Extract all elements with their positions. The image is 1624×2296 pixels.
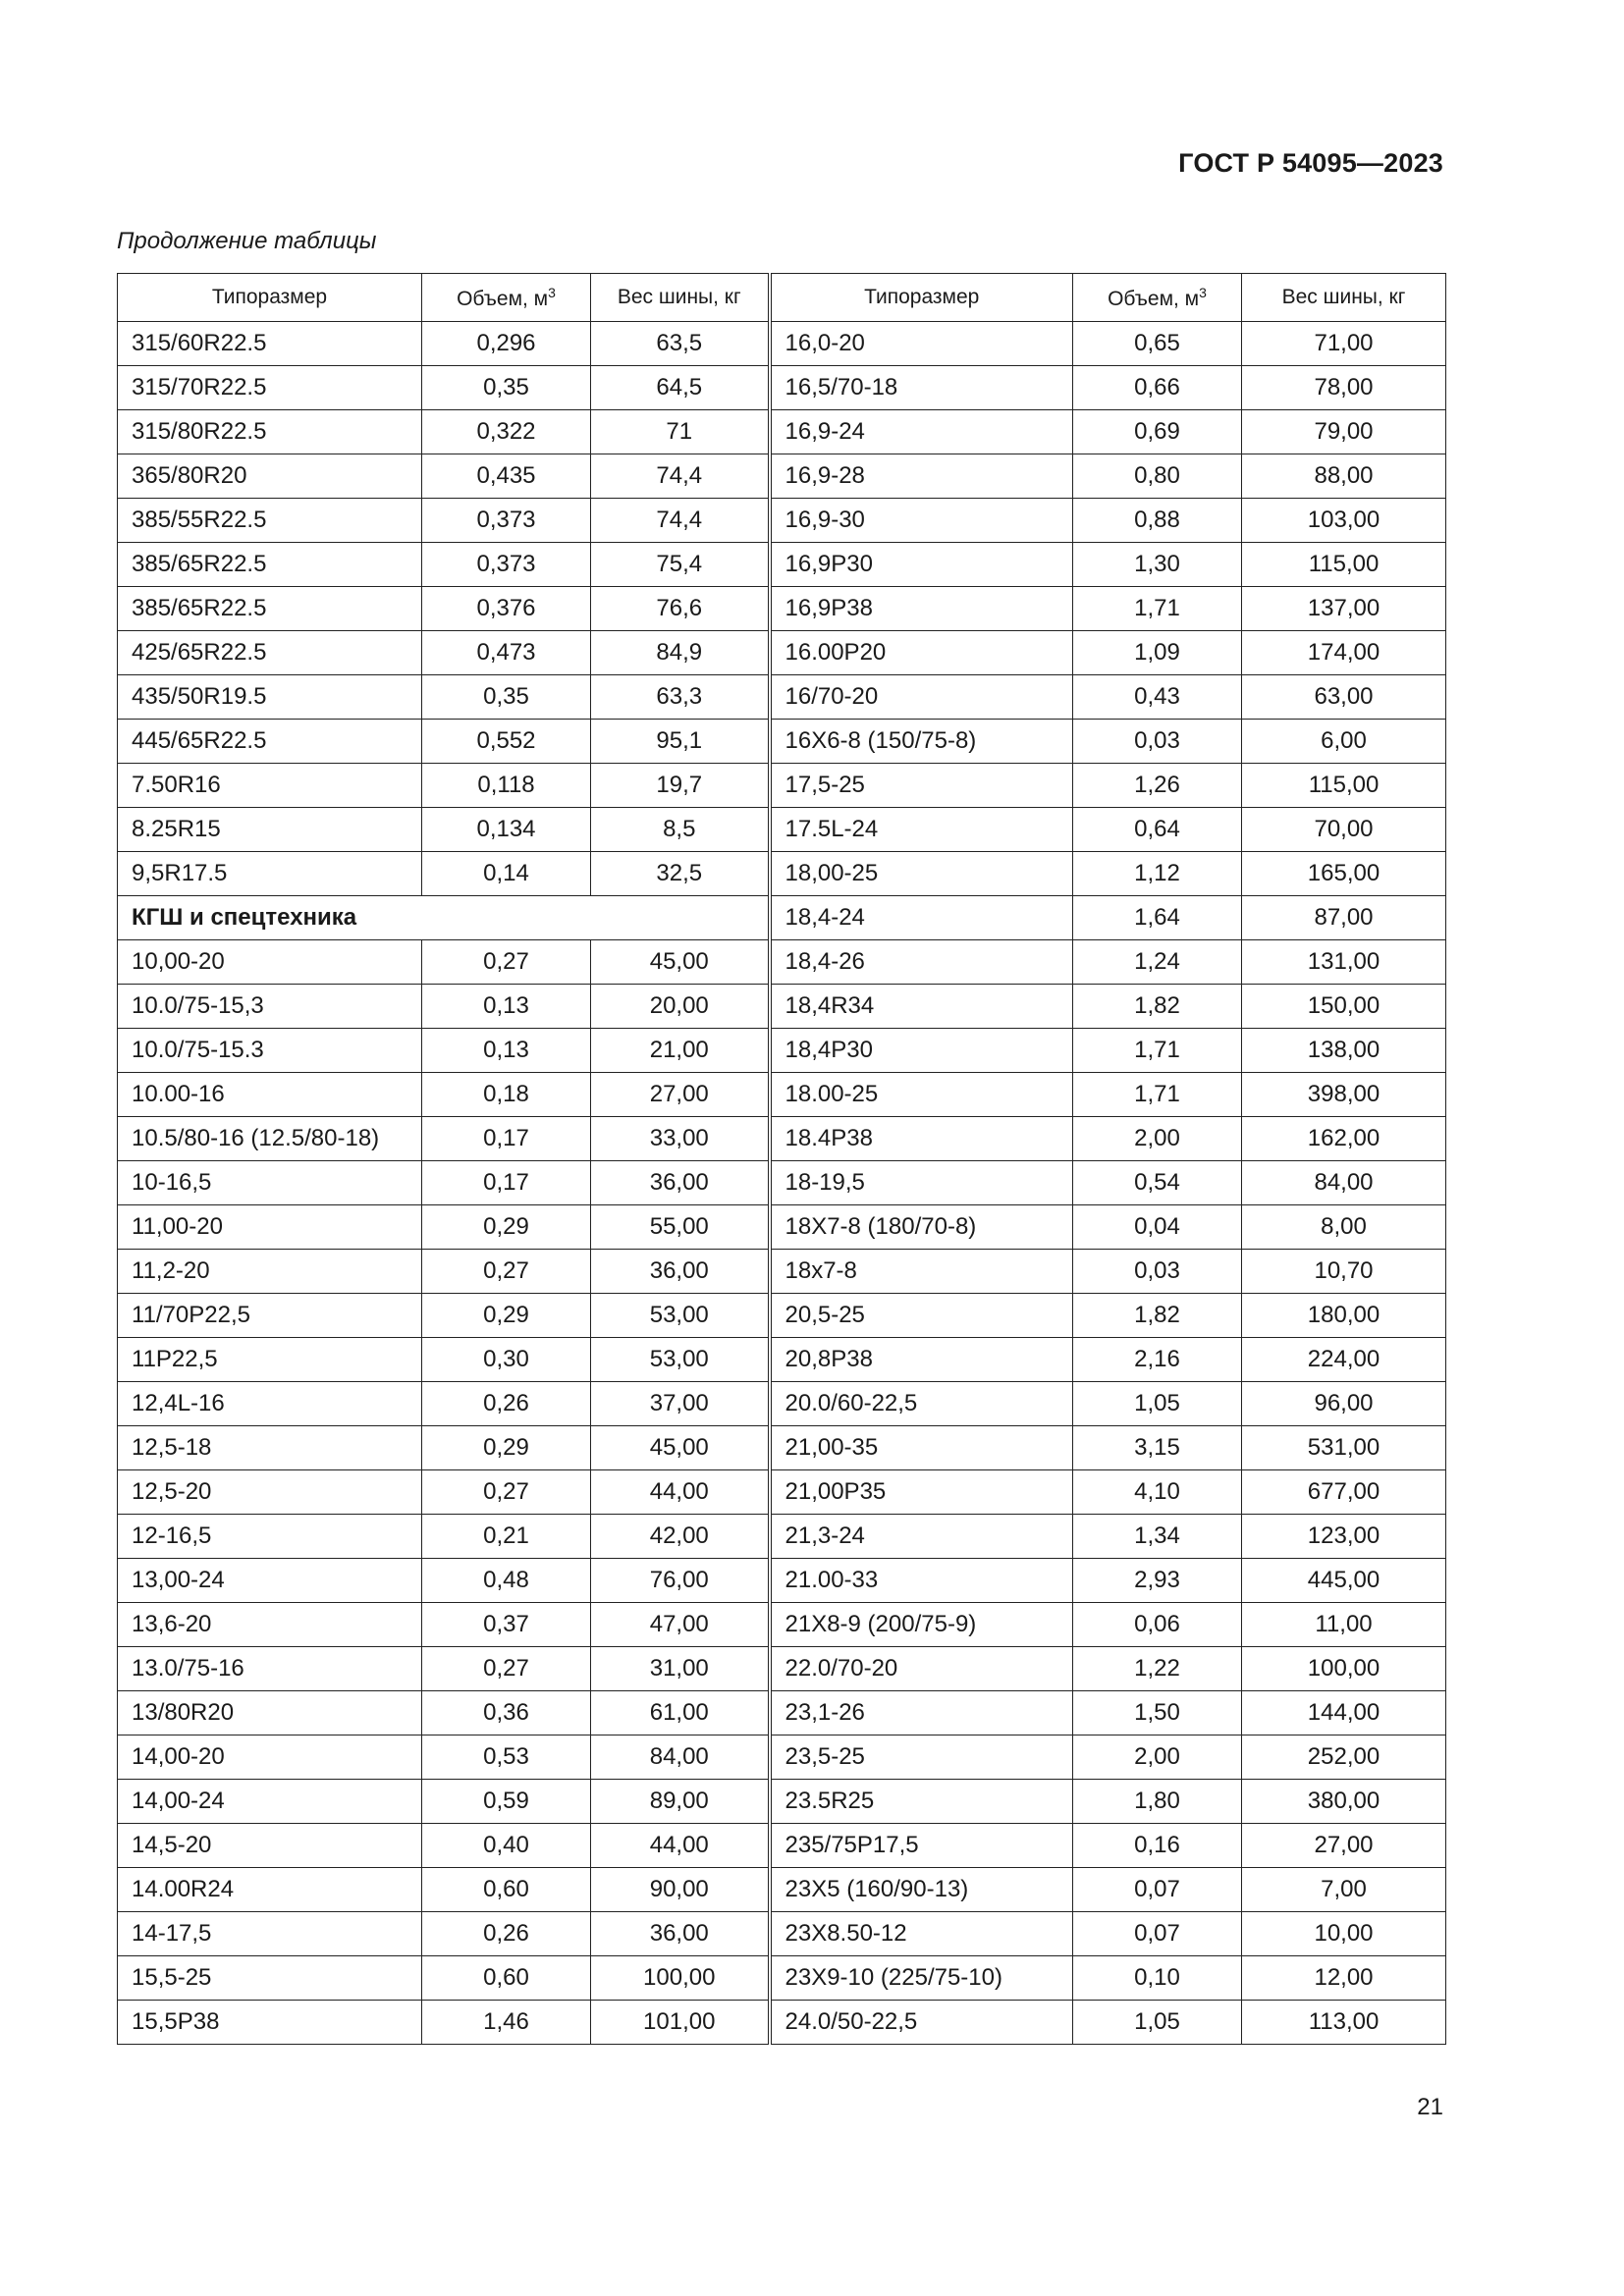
tire-volume: 0,60 bbox=[422, 1868, 591, 1912]
tire-weight: 42,00 bbox=[591, 1515, 770, 1559]
tire-size: 16,9Р38 bbox=[770, 587, 1073, 631]
tire-weight: 531,00 bbox=[1242, 1426, 1446, 1470]
tire-weight: 33,00 bbox=[591, 1117, 770, 1161]
tire-weight: 90,00 bbox=[591, 1868, 770, 1912]
tire-volume: 1,64 bbox=[1073, 896, 1242, 940]
tire-weight: 74,4 bbox=[591, 499, 770, 543]
tire-weight: 75,4 bbox=[591, 543, 770, 587]
tire-size: 18.4Р38 bbox=[770, 1117, 1073, 1161]
tire-volume: 0,60 bbox=[422, 1956, 591, 2001]
tire-volume: 0,18 bbox=[422, 1073, 591, 1117]
table-row bbox=[118, 1073, 1446, 1117]
tire-size: 16Х6-8 (150/75-8) bbox=[770, 720, 1073, 764]
tire-size: 15,5-25 bbox=[118, 1956, 422, 2001]
table-row bbox=[118, 896, 1446, 940]
tire-size: 445/65R22.5 bbox=[118, 720, 422, 764]
tire-weight: 101,00 bbox=[591, 2001, 770, 2045]
tire-weight: 115,00 bbox=[1242, 543, 1446, 587]
tire-size: 14,5-20 bbox=[118, 1824, 422, 1868]
tire-weight: 180,00 bbox=[1242, 1294, 1446, 1338]
tire-weight: 84,00 bbox=[591, 1735, 770, 1780]
table-row bbox=[118, 366, 1446, 410]
tire-volume: 0,296 bbox=[422, 322, 591, 366]
table-row bbox=[118, 1029, 1446, 1073]
tire-volume: 0,07 bbox=[1073, 1868, 1242, 1912]
tire-volume: 1,26 bbox=[1073, 764, 1242, 808]
table-row bbox=[118, 2001, 1446, 2045]
tire-size: 7.50R16 bbox=[118, 764, 422, 808]
tire-volume: 1,24 bbox=[1073, 940, 1242, 985]
tire-weight: 21,00 bbox=[591, 1029, 770, 1073]
tire-weight: 55,00 bbox=[591, 1205, 770, 1250]
tire-size: 9,5R17.5 bbox=[118, 852, 422, 896]
table-row bbox=[118, 1294, 1446, 1338]
tire-volume: 1,05 bbox=[1073, 2001, 1242, 2045]
tire-weight: 137,00 bbox=[1242, 587, 1446, 631]
tire-size: 16.00Р20 bbox=[770, 631, 1073, 675]
tire-size: 365/80R20 bbox=[118, 454, 422, 499]
tire-weight: 79,00 bbox=[1242, 410, 1446, 454]
tire-weight: 398,00 bbox=[1242, 1073, 1446, 1117]
tire-size: 16,9-24 bbox=[770, 410, 1073, 454]
tire-size: 425/65R22.5 bbox=[118, 631, 422, 675]
tire-volume: 1,50 bbox=[1073, 1691, 1242, 1735]
table-row bbox=[118, 1559, 1446, 1603]
tire-size: 23,5-25 bbox=[770, 1735, 1073, 1780]
table-row bbox=[118, 1426, 1446, 1470]
tire-size: 8.25R15 bbox=[118, 808, 422, 852]
tire-weight: 44,00 bbox=[591, 1824, 770, 1868]
tire-weight: 76,00 bbox=[591, 1559, 770, 1603]
tire-weight: 113,00 bbox=[1242, 2001, 1446, 2045]
tire-volume: 1,71 bbox=[1073, 1029, 1242, 1073]
tire-volume: 0,29 bbox=[422, 1294, 591, 1338]
tire-weight: 31,00 bbox=[591, 1647, 770, 1691]
tire-weight: 252,00 bbox=[1242, 1735, 1446, 1780]
table-row bbox=[118, 1956, 1446, 2001]
tire-weight: 7,00 bbox=[1242, 1868, 1446, 1912]
tire-table bbox=[117, 273, 1446, 2045]
tire-volume: 0,03 bbox=[1073, 720, 1242, 764]
table-row bbox=[118, 720, 1446, 764]
table-row bbox=[118, 322, 1446, 366]
tire-size: 18,4Р30 bbox=[770, 1029, 1073, 1073]
tire-volume: 3,15 bbox=[1073, 1426, 1242, 1470]
tire-volume: 0,473 bbox=[422, 631, 591, 675]
tire-size: 12,4L-16 bbox=[118, 1382, 422, 1426]
header-volume-left: Объем, $м^3$ bbox=[422, 274, 591, 322]
tire-size: 23.5R25 bbox=[770, 1780, 1073, 1824]
table-row bbox=[118, 1691, 1446, 1735]
tire-volume: 0,27 bbox=[422, 1470, 591, 1515]
tire-weight: 84,9 bbox=[591, 631, 770, 675]
header-size-left: Типоразмер bbox=[118, 274, 422, 322]
tire-volume: 0,80 bbox=[1073, 454, 1242, 499]
table-row bbox=[118, 852, 1446, 896]
table-row bbox=[118, 543, 1446, 587]
tire-size: 315/60R22.5 bbox=[118, 322, 422, 366]
tire-weight: 53,00 bbox=[591, 1338, 770, 1382]
table-row bbox=[118, 1515, 1446, 1559]
tire-volume: 0,40 bbox=[422, 1824, 591, 1868]
tire-size: 385/65R22.5 bbox=[118, 543, 422, 587]
tire-volume: 0,69 bbox=[1073, 410, 1242, 454]
table-row bbox=[118, 410, 1446, 454]
tire-volume: 1,46 bbox=[422, 2001, 591, 2045]
tire-size: 21,00Р35 bbox=[770, 1470, 1073, 1515]
tire-weight: 115,00 bbox=[1242, 764, 1446, 808]
tire-weight: 61,00 bbox=[591, 1691, 770, 1735]
tire-volume: 0,16 bbox=[1073, 1824, 1242, 1868]
tire-volume: 0,29 bbox=[422, 1205, 591, 1250]
table-row bbox=[118, 1647, 1446, 1691]
tire-volume: 0,29 bbox=[422, 1426, 591, 1470]
tire-volume: 0,13 bbox=[422, 1029, 591, 1073]
table-row bbox=[118, 985, 1446, 1029]
tire-volume: 0,36 bbox=[422, 1691, 591, 1735]
tire-weight: 53,00 bbox=[591, 1294, 770, 1338]
tire-weight: 27,00 bbox=[1242, 1824, 1446, 1868]
table-row bbox=[118, 1912, 1446, 1956]
tire-weight: 131,00 bbox=[1242, 940, 1446, 985]
tire-weight: 71 bbox=[591, 410, 770, 454]
tire-volume: 0,37 bbox=[422, 1603, 591, 1647]
table-row bbox=[118, 1824, 1446, 1868]
tire-volume: 1,22 bbox=[1073, 1647, 1242, 1691]
tire-size: 435/50R19.5 bbox=[118, 675, 422, 720]
tire-size: 18.00-25 bbox=[770, 1073, 1073, 1117]
tire-volume: 0,53 bbox=[422, 1735, 591, 1780]
standard-code: ГОСТ Р 54095—2023 bbox=[1178, 148, 1443, 178]
tire-size: 235/75Р17,5 bbox=[770, 1824, 1073, 1868]
tire-size: 18х7-8 bbox=[770, 1250, 1073, 1294]
tire-volume: 2,16 bbox=[1073, 1338, 1242, 1382]
table-row bbox=[118, 454, 1446, 499]
tire-weight: 100,00 bbox=[591, 1956, 770, 2001]
tire-size: 315/80R22.5 bbox=[118, 410, 422, 454]
tire-volume: 0,14 bbox=[422, 852, 591, 896]
tire-volume: 4,10 bbox=[1073, 1470, 1242, 1515]
tire-size: 11,2-20 bbox=[118, 1250, 422, 1294]
tire-volume: 0,64 bbox=[1073, 808, 1242, 852]
table-header-row bbox=[118, 274, 1446, 322]
tire-weight: 8,00 bbox=[1242, 1205, 1446, 1250]
tire-size: 16,9-28 bbox=[770, 454, 1073, 499]
tire-volume: 1,82 bbox=[1073, 985, 1242, 1029]
tire-size: 10.0/75-15,3 bbox=[118, 985, 422, 1029]
tire-size: 20,5-25 bbox=[770, 1294, 1073, 1338]
tire-size: 385/65R22.5 bbox=[118, 587, 422, 631]
tire-weight: 138,00 bbox=[1242, 1029, 1446, 1073]
tire-size: 23,1-26 bbox=[770, 1691, 1073, 1735]
tire-volume: 0,88 bbox=[1073, 499, 1242, 543]
tire-size: 22.0/70-20 bbox=[770, 1647, 1073, 1691]
tire-volume: 0,35 bbox=[422, 366, 591, 410]
tire-size: 20.0/60-22,5 bbox=[770, 1382, 1073, 1426]
tire-weight: 123,00 bbox=[1242, 1515, 1446, 1559]
tire-size: 16,9-30 bbox=[770, 499, 1073, 543]
tire-size: 16/70-20 bbox=[770, 675, 1073, 720]
table-row bbox=[118, 808, 1446, 852]
tire-size: 13,6-20 bbox=[118, 1603, 422, 1647]
tire-volume: 1,80 bbox=[1073, 1780, 1242, 1824]
table-row bbox=[118, 1250, 1446, 1294]
tire-weight: 70,00 bbox=[1242, 808, 1446, 852]
table-row bbox=[118, 1338, 1446, 1382]
tire-size: 21,3-24 bbox=[770, 1515, 1073, 1559]
tire-size: 18,4R34 bbox=[770, 985, 1073, 1029]
tire-size: 21,00-35 bbox=[770, 1426, 1073, 1470]
tire-size: 13/80R20 bbox=[118, 1691, 422, 1735]
tire-volume: 0,435 bbox=[422, 454, 591, 499]
table-row bbox=[118, 1868, 1446, 1912]
tire-volume: 2,00 bbox=[1073, 1117, 1242, 1161]
tire-weight: 27,00 bbox=[591, 1073, 770, 1117]
tire-weight: 63,5 bbox=[591, 322, 770, 366]
tire-size: 21Х8-9 (200/75-9) bbox=[770, 1603, 1073, 1647]
tire-size: 18-19,5 bbox=[770, 1161, 1073, 1205]
tire-weight: 10,70 bbox=[1242, 1250, 1446, 1294]
tire-volume: 0,27 bbox=[422, 940, 591, 985]
tire-volume: 0,59 bbox=[422, 1780, 591, 1824]
table-row bbox=[118, 1117, 1446, 1161]
tire-weight: 45,00 bbox=[591, 940, 770, 985]
tire-weight: 87,00 bbox=[1242, 896, 1446, 940]
tire-weight: 8,5 bbox=[591, 808, 770, 852]
tire-volume: 0,35 bbox=[422, 675, 591, 720]
table-row bbox=[118, 764, 1446, 808]
tire-weight: 47,00 bbox=[591, 1603, 770, 1647]
tire-weight: 10,00 bbox=[1242, 1912, 1446, 1956]
tire-size: 14,00-24 bbox=[118, 1780, 422, 1824]
table-row bbox=[118, 1205, 1446, 1250]
table-row bbox=[118, 1735, 1446, 1780]
tire-weight: 78,00 bbox=[1242, 366, 1446, 410]
tire-weight: 162,00 bbox=[1242, 1117, 1446, 1161]
tire-weight: 96,00 bbox=[1242, 1382, 1446, 1426]
table-row bbox=[118, 1161, 1446, 1205]
section-heading: КГШ и спецтехника bbox=[118, 896, 770, 940]
tire-size: 11/70Р22,5 bbox=[118, 1294, 422, 1338]
tire-size: 18Х7-8 (180/70-8) bbox=[770, 1205, 1073, 1250]
page-number: 21 bbox=[1417, 2094, 1443, 2120]
tire-weight: 63,3 bbox=[591, 675, 770, 720]
table-row bbox=[118, 675, 1446, 720]
tire-size: 315/70R22.5 bbox=[118, 366, 422, 410]
tire-volume: 1,05 bbox=[1073, 1382, 1242, 1426]
tire-volume: 0,65 bbox=[1073, 322, 1242, 366]
tire-size: 12-16,5 bbox=[118, 1515, 422, 1559]
header-size-right: Типоразмер bbox=[770, 274, 1073, 322]
tire-weight: 36,00 bbox=[591, 1912, 770, 1956]
tire-weight: 380,00 bbox=[1242, 1780, 1446, 1824]
tire-size: 23Х9-10 (225/75-10) bbox=[770, 1956, 1073, 2001]
tire-weight: 63,00 bbox=[1242, 675, 1446, 720]
tire-weight: 88,00 bbox=[1242, 454, 1446, 499]
tire-volume: 0,118 bbox=[422, 764, 591, 808]
tire-volume: 0,17 bbox=[422, 1117, 591, 1161]
tire-volume: 0,07 bbox=[1073, 1912, 1242, 1956]
tire-volume: 0,43 bbox=[1073, 675, 1242, 720]
tire-size: 23Х5 (160/90-13) bbox=[770, 1868, 1073, 1912]
tire-volume: 0,27 bbox=[422, 1647, 591, 1691]
tire-volume: 0,48 bbox=[422, 1559, 591, 1603]
tire-table-container bbox=[117, 273, 1445, 2045]
tire-size: 14,00-20 bbox=[118, 1735, 422, 1780]
tire-size: 14.00R24 bbox=[118, 1868, 422, 1912]
tire-size: 10.5/80-16 (12.5/80-18) bbox=[118, 1117, 422, 1161]
tire-size: 17.5L-24 bbox=[770, 808, 1073, 852]
table-row bbox=[118, 499, 1446, 543]
header-weight-right: Вес шины, кг bbox=[1242, 274, 1446, 322]
tire-size: 16,5/70-18 bbox=[770, 366, 1073, 410]
table-caption: Продолжение таблицы bbox=[117, 228, 377, 254]
tire-volume: 0,552 bbox=[422, 720, 591, 764]
tire-weight: 32,5 bbox=[591, 852, 770, 896]
tire-volume: 0,06 bbox=[1073, 1603, 1242, 1647]
tire-size: 385/55R22.5 bbox=[118, 499, 422, 543]
tire-weight: 71,00 bbox=[1242, 322, 1446, 366]
tire-size: 16,9Р30 bbox=[770, 543, 1073, 587]
tire-volume: 0,13 bbox=[422, 985, 591, 1029]
tire-size: 13,00-24 bbox=[118, 1559, 422, 1603]
tire-volume: 0,30 bbox=[422, 1338, 591, 1382]
tire-volume: 1,82 bbox=[1073, 1294, 1242, 1338]
tire-size: 10-16,5 bbox=[118, 1161, 422, 1205]
tire-size: 18,4-26 bbox=[770, 940, 1073, 985]
table-row bbox=[118, 1603, 1446, 1647]
table-row bbox=[118, 631, 1446, 675]
tire-volume: 1,34 bbox=[1073, 1515, 1242, 1559]
tire-weight: 84,00 bbox=[1242, 1161, 1446, 1205]
tire-size: 23Х8.50-12 bbox=[770, 1912, 1073, 1956]
tire-volume: 0,03 bbox=[1073, 1250, 1242, 1294]
tire-volume: 2,00 bbox=[1073, 1735, 1242, 1780]
tire-weight: 64,5 bbox=[591, 366, 770, 410]
tire-volume: 0,54 bbox=[1073, 1161, 1242, 1205]
tire-weight: 95,1 bbox=[591, 720, 770, 764]
tire-weight: 100,00 bbox=[1242, 1647, 1446, 1691]
tire-size: 12,5-20 bbox=[118, 1470, 422, 1515]
tire-weight: 150,00 bbox=[1242, 985, 1446, 1029]
tire-size: 21.00-33 bbox=[770, 1559, 1073, 1603]
tire-volume: 1,71 bbox=[1073, 587, 1242, 631]
tire-size: 11Р22,5 bbox=[118, 1338, 422, 1382]
tire-volume: 0,26 bbox=[422, 1382, 591, 1426]
tire-volume: 0,376 bbox=[422, 587, 591, 631]
tire-size: 15,5Р38 bbox=[118, 2001, 422, 2045]
table-row bbox=[118, 1780, 1446, 1824]
tire-weight: 165,00 bbox=[1242, 852, 1446, 896]
tire-weight: 20,00 bbox=[591, 985, 770, 1029]
tire-volume: 0,66 bbox=[1073, 366, 1242, 410]
tire-weight: 224,00 bbox=[1242, 1338, 1446, 1382]
tire-size: 14-17,5 bbox=[118, 1912, 422, 1956]
tire-weight: 174,00 bbox=[1242, 631, 1446, 675]
tire-volume: 0,26 bbox=[422, 1912, 591, 1956]
tire-size: 18,00-25 bbox=[770, 852, 1073, 896]
tire-volume: 1,71 bbox=[1073, 1073, 1242, 1117]
tire-size: 10.00-16 bbox=[118, 1073, 422, 1117]
header-weight-left: Вес шины, кг bbox=[591, 274, 770, 322]
tire-volume: 0,373 bbox=[422, 499, 591, 543]
tire-size: 20,8Р38 bbox=[770, 1338, 1073, 1382]
table-row bbox=[118, 1382, 1446, 1426]
tire-weight: 36,00 bbox=[591, 1250, 770, 1294]
tire-size: 10,00-20 bbox=[118, 940, 422, 985]
tire-weight: 37,00 bbox=[591, 1382, 770, 1426]
table-row bbox=[118, 587, 1446, 631]
tire-size: 11,00-20 bbox=[118, 1205, 422, 1250]
tire-weight: 445,00 bbox=[1242, 1559, 1446, 1603]
tire-weight: 6,00 bbox=[1242, 720, 1446, 764]
tire-size: 10.0/75-15.3 bbox=[118, 1029, 422, 1073]
header-volume-right: Объем, $м^3$ bbox=[1073, 274, 1242, 322]
tire-volume: 0,17 bbox=[422, 1161, 591, 1205]
tire-size: 17,5-25 bbox=[770, 764, 1073, 808]
tire-weight: 144,00 bbox=[1242, 1691, 1446, 1735]
tire-volume: 0,21 bbox=[422, 1515, 591, 1559]
tire-size: 13.0/75-16 bbox=[118, 1647, 422, 1691]
tire-weight: 44,00 bbox=[591, 1470, 770, 1515]
tire-weight: 677,00 bbox=[1242, 1470, 1446, 1515]
tire-volume: 1,09 bbox=[1073, 631, 1242, 675]
tire-weight: 36,00 bbox=[591, 1161, 770, 1205]
tire-weight: 103,00 bbox=[1242, 499, 1446, 543]
tire-size: 24.0/50-22,5 bbox=[770, 2001, 1073, 2045]
tire-volume: 0,322 bbox=[422, 410, 591, 454]
tire-weight: 76,6 bbox=[591, 587, 770, 631]
table-row bbox=[118, 940, 1446, 985]
tire-size: 16,0-20 bbox=[770, 322, 1073, 366]
tire-weight: 11,00 bbox=[1242, 1603, 1446, 1647]
tire-volume: 0,27 bbox=[422, 1250, 591, 1294]
tire-volume: 1,12 bbox=[1073, 852, 1242, 896]
tire-weight: 89,00 bbox=[591, 1780, 770, 1824]
tire-weight: 74,4 bbox=[591, 454, 770, 499]
tire-volume: 0,373 bbox=[422, 543, 591, 587]
tire-size: 18,4-24 bbox=[770, 896, 1073, 940]
tire-weight: 45,00 bbox=[591, 1426, 770, 1470]
tire-weight: 12,00 bbox=[1242, 1956, 1446, 2001]
tire-volume: 0,10 bbox=[1073, 1956, 1242, 2001]
tire-weight: 19,7 bbox=[591, 764, 770, 808]
tire-size: 12,5-18 bbox=[118, 1426, 422, 1470]
tire-volume: 0,04 bbox=[1073, 1205, 1242, 1250]
tire-volume: 1,30 bbox=[1073, 543, 1242, 587]
tire-volume: 2,93 bbox=[1073, 1559, 1242, 1603]
table-row bbox=[118, 1470, 1446, 1515]
tire-volume: 0,134 bbox=[422, 808, 591, 852]
